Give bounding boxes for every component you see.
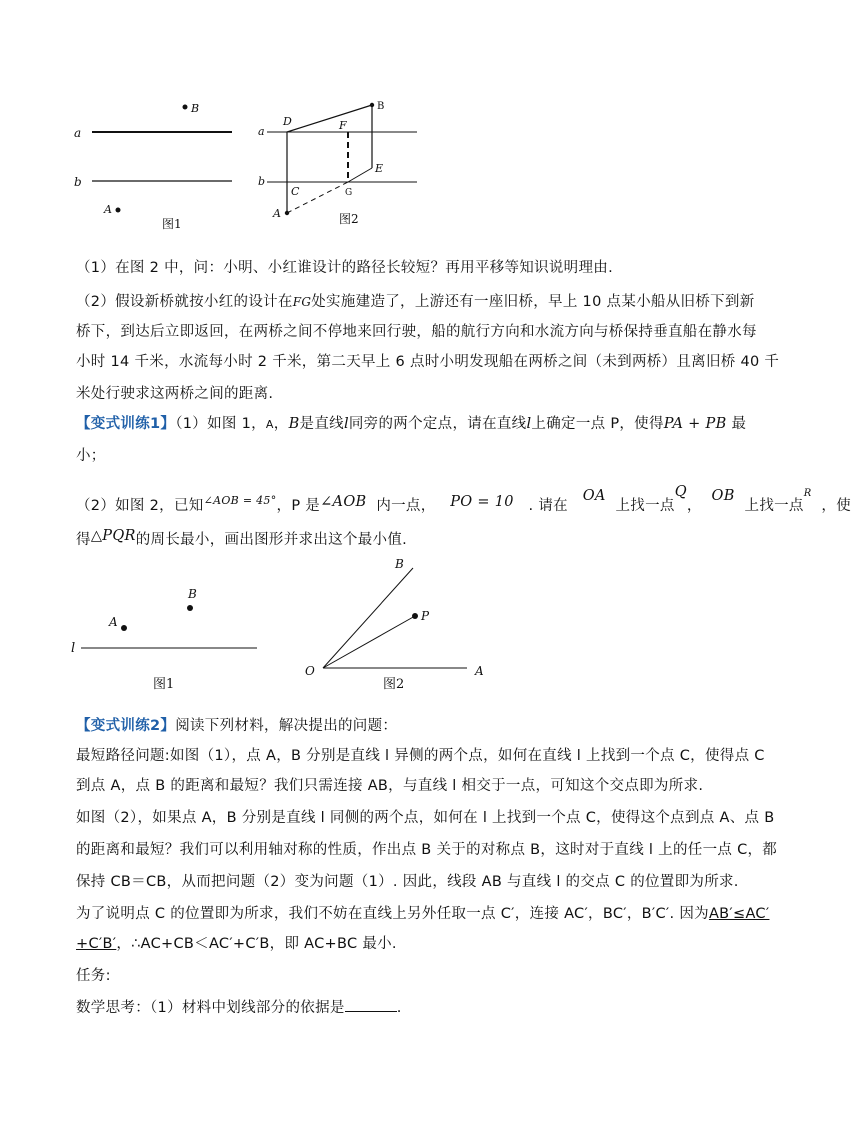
point-A <box>116 208 121 213</box>
point-P <box>412 613 418 619</box>
t1-l: l <box>343 416 349 432</box>
figure-mid-left <box>65 580 265 690</box>
training-1-line1 <box>76 412 756 433</box>
training-1-line2: 小； <box>76 448 106 464</box>
label-D: D <box>283 115 292 128</box>
math-a: 数学思考：（1）材料中划线部分的依据是 <box>76 1000 345 1016</box>
training-2-line3: 如图（2），如果点 A，B 分别是直线 l 同侧的两个点，如何在 l 上找到一个点 C，使得这个点到点 A、点 B <box>76 810 775 826</box>
training-1-line3 <box>76 484 851 515</box>
training-2-line6 <box>76 902 770 923</box>
training-2-line5: 保持 CB＝CB，从而把问题（2）变为问题（1）. 因此，线段 AB 与直线 l 的交点 C 的位置即为所求. <box>76 874 739 890</box>
training-2-line2: 到点 A，点 B 的距离和最短？我们只需连接 AB，与直线 l 相交于一点，可知这个交点即为所求. <box>76 778 704 794</box>
t1-po: PO = 10 <box>450 494 514 510</box>
segment-GE <box>348 168 372 182</box>
t1-3b: 的周长最小，画出图形并求出这个最小值. <box>135 532 408 548</box>
t1-e: 最 <box>731 416 747 432</box>
figure-top-right <box>255 95 425 235</box>
t1-2e: 上找一点 <box>615 498 675 514</box>
figure-caption: 图1 <box>153 677 175 692</box>
t2-l7u: +C′B′ <box>76 936 117 952</box>
t2-intro: 阅读下列材料，解决提出的问题： <box>175 718 398 734</box>
label-F: F <box>339 119 347 132</box>
t1-3a: 得 <box>76 532 91 548</box>
t1-2c: 内一点， <box>376 498 436 514</box>
t1-angle2: ∠AOB <box>320 494 367 510</box>
t1-2h: ，使 <box>821 498 851 514</box>
t1-2f: ， <box>686 498 702 514</box>
point-A <box>285 211 289 215</box>
label-C: C <box>291 185 300 198</box>
task-label: 任务: <box>76 968 111 984</box>
training-2-line4: 的距离和最短？我们可以利用轴对称的性质，作出点 B 关于的对称点 B，这时对于直线 l 上的任一点 C，都 <box>76 842 778 858</box>
label-B: B <box>191 102 200 115</box>
label-A: A <box>475 664 484 678</box>
label-O: O <box>305 664 315 678</box>
t2-l6u: AB′≤AC′ <box>708 906 770 922</box>
t1-pqr: △PQR <box>90 528 136 544</box>
figure-caption: 图1 <box>162 217 182 231</box>
question-2-line1 <box>76 290 756 311</box>
t1-expr: PA + PB <box>663 416 727 432</box>
t1-comma: ， <box>273 416 289 432</box>
question-2-line2: 桥下，到达后立即返回，在两桥之间不停地来回行驶，船的航行方向和水流方向与桥保持垂直船在静水每 <box>76 324 757 340</box>
t1-l2: l <box>526 416 532 432</box>
t1-b: 是直线 <box>299 416 344 432</box>
label-A: A <box>104 203 112 216</box>
segment-OP <box>323 616 415 668</box>
figure-top-left <box>70 95 245 235</box>
question-1: （1）在图 2 中，问：小明、小红谁设计的路径长较短？再用平移等知识说明理由. <box>76 260 613 276</box>
label-G: G <box>345 188 353 198</box>
label-a: a <box>74 126 82 140</box>
label-A: A <box>109 615 118 629</box>
t1-2a: （2）如图 2，已知 <box>76 498 204 514</box>
t2-l7b: ，∴AC+CB＜AC′+C′B，即 AC+BC 最小. <box>116 936 397 952</box>
t2-l6a: 为了说明点 C 的位置即为所求，我们不妨在直线上另外任取一点 C′，连接 AC′，BC′，B′C′. 因为 <box>76 906 709 922</box>
training-1-line4 <box>76 528 756 549</box>
t1-q: Q <box>674 484 687 500</box>
t1-oa: OA <box>582 488 606 504</box>
point-B <box>370 103 374 107</box>
ray-OB <box>323 568 413 668</box>
t1-2d: . 请在 <box>528 498 568 514</box>
label-l: l <box>71 641 76 656</box>
figure-caption: 图2 <box>383 677 405 692</box>
question-2-line3: 小时 14 千米，水流每小时 2 千米，第二天早上 6 点时小明发现船在两桥之间（未到两桥）且离旧桥 40 千 <box>76 354 780 370</box>
figure-caption: 图2 <box>339 212 359 226</box>
training-1-tag: 【变式训练1】 <box>76 416 176 432</box>
q2-text: （2）假设新桥就按小红的设计在 <box>76 294 293 310</box>
answer-blank[interactable] <box>345 997 397 1012</box>
t1-angle: ∠AOB = 45° <box>203 494 277 507</box>
math-b: . <box>396 1000 402 1016</box>
label-b: b <box>258 175 266 188</box>
point-B <box>187 605 193 611</box>
path-solid <box>287 105 372 213</box>
label-a: a <box>258 125 265 138</box>
label-A: A <box>273 207 281 220</box>
t1-a: （1）如图 1， <box>175 416 266 432</box>
q2-fg: FG <box>292 295 312 309</box>
math-thinking <box>76 996 756 1017</box>
label-B: B <box>395 557 404 571</box>
q2-text-b: 处实施建造了，上游还有一座旧桥，早上 10 点某小船从旧桥下到新 <box>311 294 755 310</box>
question-2-line4: 米处行驶求这两桥之间的距离. <box>76 386 274 402</box>
training-2-tag: 【变式训练2】 <box>76 718 176 734</box>
label-b: b <box>74 175 82 189</box>
label-B: B <box>377 101 385 112</box>
t1-c: 同旁的两个定点，请在直线 <box>348 416 527 432</box>
label-E: E <box>375 162 384 175</box>
training-2-line7 <box>76 932 756 953</box>
t1-A: A <box>265 418 274 431</box>
label-P: P <box>421 609 430 623</box>
label-B: B <box>188 587 197 601</box>
t1-2g: 上找一点 <box>744 498 804 514</box>
t1-2b: ，P 是 <box>276 498 321 514</box>
training-2-line1: 最短路径问题:如图（1），点 A，B 分别是直线 l 异侧的两个点，如何在直线 l 上找到一个点 C，使得点 C <box>76 748 765 764</box>
figure-mid-right <box>295 548 495 693</box>
t1-d: 上确定一点 P，使得 <box>531 416 664 432</box>
t1-r: R <box>803 488 812 499</box>
point-B <box>183 105 188 110</box>
t1-ob: OB <box>711 488 735 504</box>
t1-B: B <box>288 416 300 432</box>
point-A <box>121 625 127 631</box>
training-2-header <box>76 714 756 735</box>
